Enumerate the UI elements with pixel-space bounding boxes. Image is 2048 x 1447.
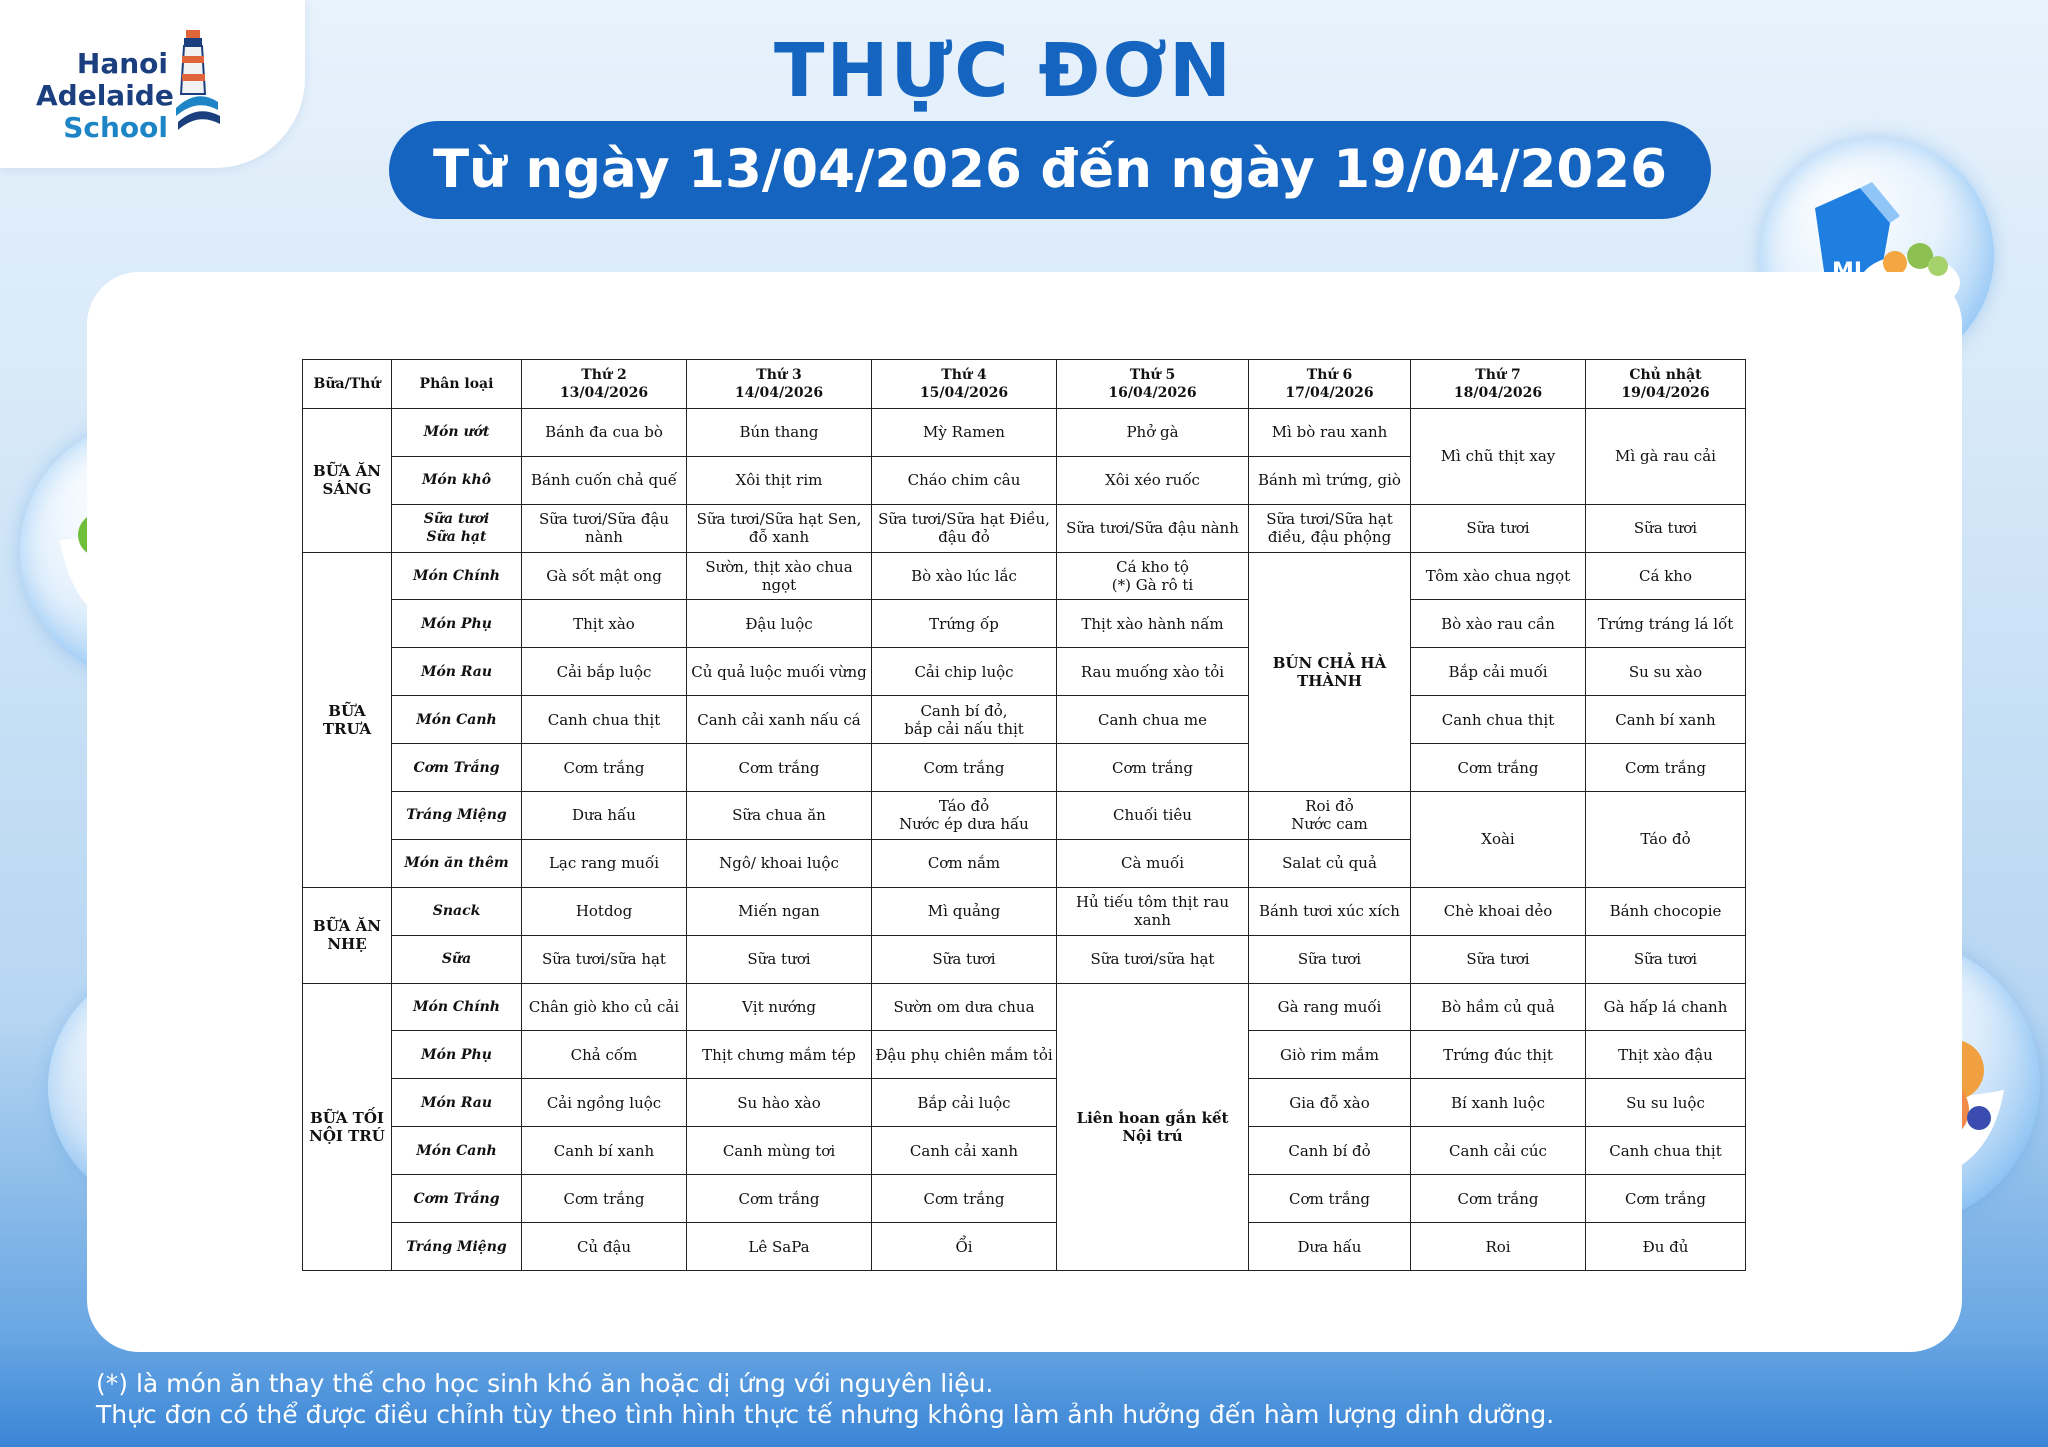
menu-cell: Su su luộc — [1586, 1079, 1746, 1127]
menu-cell: Salat củ quả — [1249, 839, 1411, 887]
menu-cell: Cải bắp luộc — [522, 648, 687, 696]
header-day: Thứ 6 17/04/2026 — [1249, 360, 1411, 409]
menu-cell: Gà rang muối — [1249, 983, 1411, 1031]
menu-cell: Cơm trắng — [872, 744, 1057, 792]
menu-cell: Canh chua thịt — [1411, 696, 1586, 744]
category-cell: Sữa — [392, 935, 522, 983]
logo-line-2: Adelaide — [36, 79, 174, 112]
menu-cell: Sữa tươi — [1586, 504, 1746, 552]
header-category: Phân loại — [392, 360, 522, 409]
meal-label-snack: BỮA ĂN NHẸ — [303, 887, 392, 983]
menu-cell: Miến ngan — [687, 887, 872, 935]
table-row — [303, 696, 1746, 744]
menu-cell: Sữa tươi/Sữa hạt Điều, đậu đỏ — [872, 504, 1057, 552]
menu-cell: Xoài — [1411, 792, 1586, 888]
menu-cell: Cơm trắng — [1411, 744, 1586, 792]
category-cell: Sữa tươi Sữa hạt — [392, 504, 522, 552]
menu-cell: Chân giò kho củ cải — [522, 983, 687, 1031]
table-row — [303, 744, 1746, 792]
menu-cell: Lê SaPa — [687, 1223, 872, 1271]
table-row — [303, 408, 1746, 456]
menu-cell: Roi đỏ Nước cam — [1249, 792, 1411, 840]
menu-cell: Mì quảng — [872, 887, 1057, 935]
menu-cell: Cơm trắng — [1411, 1175, 1586, 1223]
menu-cell: Cải ngồng luộc — [522, 1079, 687, 1127]
menu-cell: Sữa tươi — [1411, 935, 1586, 983]
meal-label-lunch: BỮA TRƯA — [303, 552, 392, 887]
category-cell: Món Chính — [392, 983, 522, 1031]
menu-cell: Cơm trắng — [522, 744, 687, 792]
menu-cell: Thịt xào hành nấm — [1057, 600, 1249, 648]
menu-cell: Xôi xéo ruốc — [1057, 456, 1249, 504]
header-meal: Bữa/Thứ — [303, 360, 392, 409]
table-row — [303, 983, 1746, 1031]
menu-cell: Tôm xào chua ngọt — [1411, 552, 1586, 600]
meal-label-breakfast: BỮA ĂN SÁNG — [303, 408, 392, 552]
menu-cell: Sữa tươi/sữa hạt — [522, 935, 687, 983]
menu-cell: Canh chua me — [1057, 696, 1249, 744]
menu-cell: Cơm trắng — [872, 1175, 1057, 1223]
menu-cell: Phở gà — [1057, 408, 1249, 456]
menu-cell: Bò xào lúc lắc — [872, 552, 1057, 600]
table-row — [303, 504, 1746, 552]
menu-cell: Lạc rang muối — [522, 839, 687, 887]
category-cell: Cơm Trắng — [392, 1175, 522, 1223]
menu-cell: Hủ tiếu tôm thịt rau xanh — [1057, 887, 1249, 935]
category-cell: Món Canh — [392, 1127, 522, 1175]
menu-cell: Sữa tươi — [872, 935, 1057, 983]
menu-cell: Dưa hấu — [1249, 1223, 1411, 1271]
menu-cell: Canh cải cúc — [1411, 1127, 1586, 1175]
menu-cell: Cơm trắng — [1586, 744, 1746, 792]
page-title: THỰC ĐƠN — [774, 28, 1233, 114]
menu-cell: Giò rim mắm — [1249, 1031, 1411, 1079]
category-cell: Món Chính — [392, 552, 522, 600]
menu-cell: Canh cải xanh nấu cá — [687, 696, 872, 744]
menu-cell: Táo đỏ — [1586, 792, 1746, 888]
category-cell: Món Phụ — [392, 1031, 522, 1079]
table-row — [303, 887, 1746, 935]
menu-cell: Mì gà rau cải — [1586, 408, 1746, 504]
header-day: Thứ 3 14/04/2026 — [687, 360, 872, 409]
menu-cell: Ngô/ khoai luộc — [687, 839, 872, 887]
menu-cell: Canh bí đỏ, bắp cải nấu thịt — [872, 696, 1057, 744]
menu-cell: Cà muối — [1057, 839, 1249, 887]
footnote-line-2: Thực đơn có thể được điều chỉnh tùy theo tình hình thực tế nhưng không làm ảnh hưởng đến hàm lượng dinh dưỡng. — [96, 1400, 1555, 1429]
menu-cell: Sữa tươi/Sữa đậu nành — [1057, 504, 1249, 552]
menu-cell: Sữa chua ăn — [687, 792, 872, 840]
menu-cell: Thịt xào — [522, 600, 687, 648]
menu-cell: Bánh cuốn chả quế — [522, 456, 687, 504]
footnote-line-1: (*) là món ăn thay thế cho học sinh khó ăn hoặc dị ứng với nguyên liệu. — [96, 1369, 994, 1398]
menu-cell: Canh chua thịt — [1586, 1127, 1746, 1175]
menu-cell: Roi — [1411, 1223, 1586, 1271]
menu-cell: Cơm trắng — [1057, 744, 1249, 792]
category-cell: Món khô — [392, 456, 522, 504]
category-cell: Snack — [392, 887, 522, 935]
footnote — [96, 1368, 1896, 1430]
menu-cell: Gia đỗ xào — [1249, 1079, 1411, 1127]
menu-cell: Dưa hấu — [522, 792, 687, 840]
table-header-row — [303, 360, 1746, 409]
table-row — [303, 1175, 1746, 1223]
table-row — [303, 1079, 1746, 1127]
menu-cell: Bánh chocopie — [1586, 887, 1746, 935]
menu-cell: Sữa tươi — [1586, 935, 1746, 983]
header-day: Thứ 7 18/04/2026 — [1411, 360, 1586, 409]
category-cell: Cơm Trắng — [392, 744, 522, 792]
menu-cell: Hotdog — [522, 887, 687, 935]
menu-cell: Đậu luộc — [687, 600, 872, 648]
menu-cell: Canh chua thịt — [522, 696, 687, 744]
category-cell: Món Rau — [392, 1079, 522, 1127]
menu-cell: Mỳ Ramen — [872, 408, 1057, 456]
menu-cell: Đu đủ — [1586, 1223, 1746, 1271]
menu-cell: Sữa tươi — [1411, 504, 1586, 552]
menu-cell: Cơm trắng — [1249, 1175, 1411, 1223]
menu-cell: Canh bí xanh — [1586, 696, 1746, 744]
menu-cell: Sườn, thịt xào chua ngọt — [687, 552, 872, 600]
menu-cell: Cơm trắng — [687, 1175, 872, 1223]
table-row — [303, 1031, 1746, 1079]
header-day: Chủ nhật 19/04/2026 — [1586, 360, 1746, 409]
menu-cell: Bò xào rau cần — [1411, 600, 1586, 648]
menu-cell: Bánh tươi xúc xích — [1249, 887, 1411, 935]
date-range-banner: Từ ngày 13/04/2026 đến ngày 19/04/2026 — [389, 121, 1711, 219]
menu-cell: Thịt chưng mắm tép — [687, 1031, 872, 1079]
menu-cell: Ổi — [872, 1223, 1057, 1271]
table-row — [303, 1223, 1746, 1271]
table-row — [303, 935, 1746, 983]
table-row — [303, 792, 1746, 840]
menu-cell: Chè khoai dẻo — [1411, 887, 1586, 935]
menu-cell: Cải chip luộc — [872, 648, 1057, 696]
logo-line-1: Hanoi — [76, 47, 168, 80]
menu-cell: Bún thang — [687, 408, 872, 456]
menu-cell: Chuối tiêu — [1057, 792, 1249, 840]
menu-cell: Trứng tráng lá lốt — [1586, 600, 1746, 648]
table-row — [303, 648, 1746, 696]
menu-cell: Canh bí xanh — [522, 1127, 687, 1175]
menu-cell: Xôi thịt rim — [687, 456, 872, 504]
menu-cell: Gà sốt mật ong — [522, 552, 687, 600]
header-day: Thứ 2 13/04/2026 — [522, 360, 687, 409]
menu-cell: Táo đỏ Nước ép dưa hấu — [872, 792, 1057, 840]
menu-cell: Bí xanh luộc — [1411, 1079, 1586, 1127]
menu-cell: Rau muống xào tỏi — [1057, 648, 1249, 696]
menu-cell: Mì bò rau xanh — [1249, 408, 1411, 456]
menu-cell: Chả cốm — [522, 1031, 687, 1079]
category-cell: Tráng Miệng — [392, 792, 522, 840]
menu-cell: Trứng ốp — [872, 600, 1057, 648]
menu-cell: Cơm trắng — [687, 744, 872, 792]
table-row — [303, 552, 1746, 600]
category-cell: Món ăn thêm — [392, 839, 522, 887]
category-cell: Tráng Miệng — [392, 1223, 522, 1271]
menu-cell: Sữa tươi/sữa hạt — [1057, 935, 1249, 983]
menu-cell: Cơm trắng — [522, 1175, 687, 1223]
header-day: Thứ 5 16/04/2026 — [1057, 360, 1249, 409]
table-row — [303, 600, 1746, 648]
menu-cell: Sữa tươi — [687, 935, 872, 983]
menu-cell: Bắp cải luộc — [872, 1079, 1057, 1127]
menu-cell: Sữa tươi/Sữa hạt điều, đậu phộng — [1249, 504, 1411, 552]
menu-cell: Củ đậu — [522, 1223, 687, 1271]
menu-cell: Đậu phụ chiên mắm tỏi — [872, 1031, 1057, 1079]
menu-cell: Vịt nướng — [687, 983, 872, 1031]
menu-cell: BÚN CHẢ HÀ THÀNH — [1249, 552, 1411, 791]
menu-cell: Su hào xào — [687, 1079, 872, 1127]
menu-cell: Thịt xào đậu — [1586, 1031, 1746, 1079]
header-day: Thứ 4 15/04/2026 — [872, 360, 1057, 409]
menu-cell: Sườn om dưa chua — [872, 983, 1057, 1031]
menu-cell: Gà hấp lá chanh — [1586, 983, 1746, 1031]
meal-label-dinner: BỮA TỐI NỘI TRÚ — [303, 983, 392, 1270]
menu-cell: Cá kho — [1586, 552, 1746, 600]
menu-cell: Su su xào — [1586, 648, 1746, 696]
menu-cell: Cơm nắm — [872, 839, 1057, 887]
menu-table — [302, 359, 1746, 1271]
menu-cell: Cơm trắng — [1586, 1175, 1746, 1223]
menu-cell: Canh cải xanh — [872, 1127, 1057, 1175]
menu-cell: Cháo chim câu — [872, 456, 1057, 504]
category-cell: Món Rau — [392, 648, 522, 696]
menu-cell: Mì chũ thịt xay — [1411, 408, 1586, 504]
logo-line-3: School — [63, 111, 168, 144]
menu-cell: Canh bí đỏ — [1249, 1127, 1411, 1175]
menu-cell: Củ quả luộc muối vừng — [687, 648, 872, 696]
category-cell: Món Canh — [392, 696, 522, 744]
category-cell: Món ướt — [392, 408, 522, 456]
menu-cell: Sữa tươi/Sữa đậu nành — [522, 504, 687, 552]
menu-cell: Cá kho tộ (*) Gà rô ti — [1057, 552, 1249, 600]
menu-cell: Bánh mì trứng, giò — [1249, 456, 1411, 504]
menu-cell: Bánh đa cua bò — [522, 408, 687, 456]
menu-cell: Bò hầm củ quả — [1411, 983, 1586, 1031]
menu-cell: Bắp cải muối — [1411, 648, 1586, 696]
menu-cell: Trứng đúc thịt — [1411, 1031, 1586, 1079]
table-row — [303, 1127, 1746, 1175]
category-cell: Món Phụ — [392, 600, 522, 648]
menu-cell: Sữa tươi/Sữa hạt Sen, đỗ xanh — [687, 504, 872, 552]
menu-cell: Canh mùng tơi — [687, 1127, 872, 1175]
menu-cell: Sữa tươi — [1249, 935, 1411, 983]
menu-cell: Liên hoan gắn kết Nội trú — [1057, 983, 1249, 1270]
